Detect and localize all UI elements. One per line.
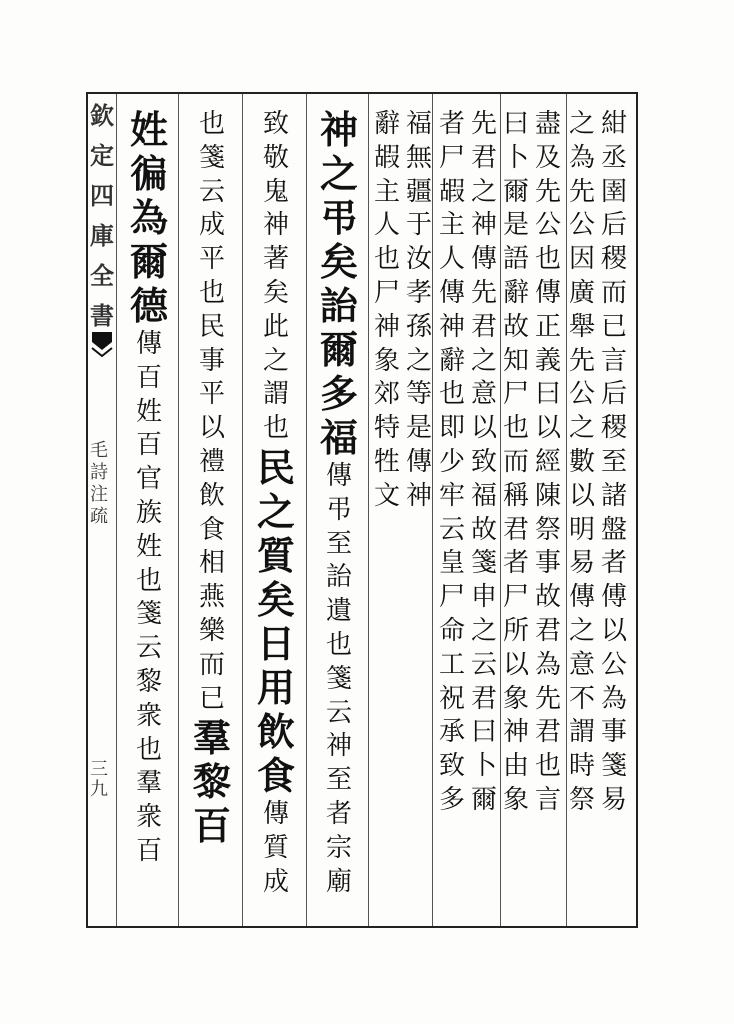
commentary-text: 盡 及 先 公 也 傳 正 義 曰 以 經 陳 祭 事 故 君 為 先 君 也 言 — [534, 109, 561, 815]
commentary-text: 曰 卜 爾 是 語 辭 故 知 尸 也 而 稱 君 者 尸 所 以 象 神 由 象 — [502, 109, 529, 815]
commentary-text: 傳 百 姓 百 官 族 姓 也 箋 云 黎 衆 也 羣 衆 百 — [135, 329, 162, 866]
column-rule — [116, 94, 117, 926]
text-column — [532, 108, 564, 818]
text-column — [372, 108, 402, 514]
column-rule — [306, 94, 307, 926]
fish-tail-mark-icon — [90, 330, 114, 360]
page-number — [88, 760, 110, 800]
running-title-text: 欽 定 四 庫 全 書 — [90, 101, 114, 330]
text-column — [566, 108, 598, 818]
text-column — [246, 108, 306, 899]
text-column — [598, 108, 630, 818]
text-column — [120, 108, 178, 869]
column-rule — [178, 94, 179, 926]
commentary-text: 之 為 先 公 因 廣 舉 先 公 之 數 以 明 易 傳 之 意 不 謂 時 祭 — [568, 109, 595, 815]
running-title — [88, 96, 116, 336]
commentary-text: 者 尸 嘏 主 人 傳 神 辭 也 即 少 牢 云 皇 尸 命 工 祝 承 致 多 — [438, 109, 465, 815]
commentary-text: 傳 弔 至 詒 遺 也 箋 云 神 至 者 宗 廟 — [325, 461, 352, 897]
classic-text: 神 之 弔 矣 詒 爾 多 福 — [319, 107, 358, 460]
commentary-text: 先 君 之 神 傳 先 君 之 意 以 致 福 故 箋 申 之 云 君 曰 卜 爾 — [470, 109, 497, 815]
text-column — [468, 108, 500, 818]
page-number-text: 三 九 — [90, 759, 108, 800]
column-rule — [242, 94, 243, 926]
text-column — [182, 108, 242, 848]
commentary-text: 致 敬 鬼 神 著 矣 此 之 謂 也 — [262, 109, 289, 444]
text-column — [436, 108, 468, 818]
classic-text: 民 之 質 矣 日 用 飲 食 — [256, 444, 295, 798]
text-column — [310, 108, 368, 899]
column-rule — [368, 94, 369, 926]
classic-text: 羣 黎 百 — [192, 715, 231, 849]
text-column — [404, 108, 434, 514]
volume-side-label — [88, 440, 110, 528]
commentary-text: 福 無 疆 于 汝 孝 孫 之 等 是 傳 神 — [405, 109, 432, 511]
commentary-text: 也 箋 云 成 平 也 民 事 平 以 禮 飲 食 相 燕 樂 而 已 — [198, 109, 225, 714]
commentary-text: 傳 質 成 — [262, 798, 289, 897]
commentary-text: 紺 丞 圉 后 稷 而 已 言 后 稷 至 諸 盤 者 傅 以 公 為 事 箋 易 — [600, 109, 627, 815]
side-label-text: 毛 詩 注 疏 — [90, 440, 108, 527]
classic-text: 姓 徧 為 爾 德 — [129, 107, 168, 328]
text-column — [500, 108, 532, 818]
commentary-text: 辭 嘏 主 人 也 尸 神 象 郊 特 牲 文 — [373, 109, 400, 511]
